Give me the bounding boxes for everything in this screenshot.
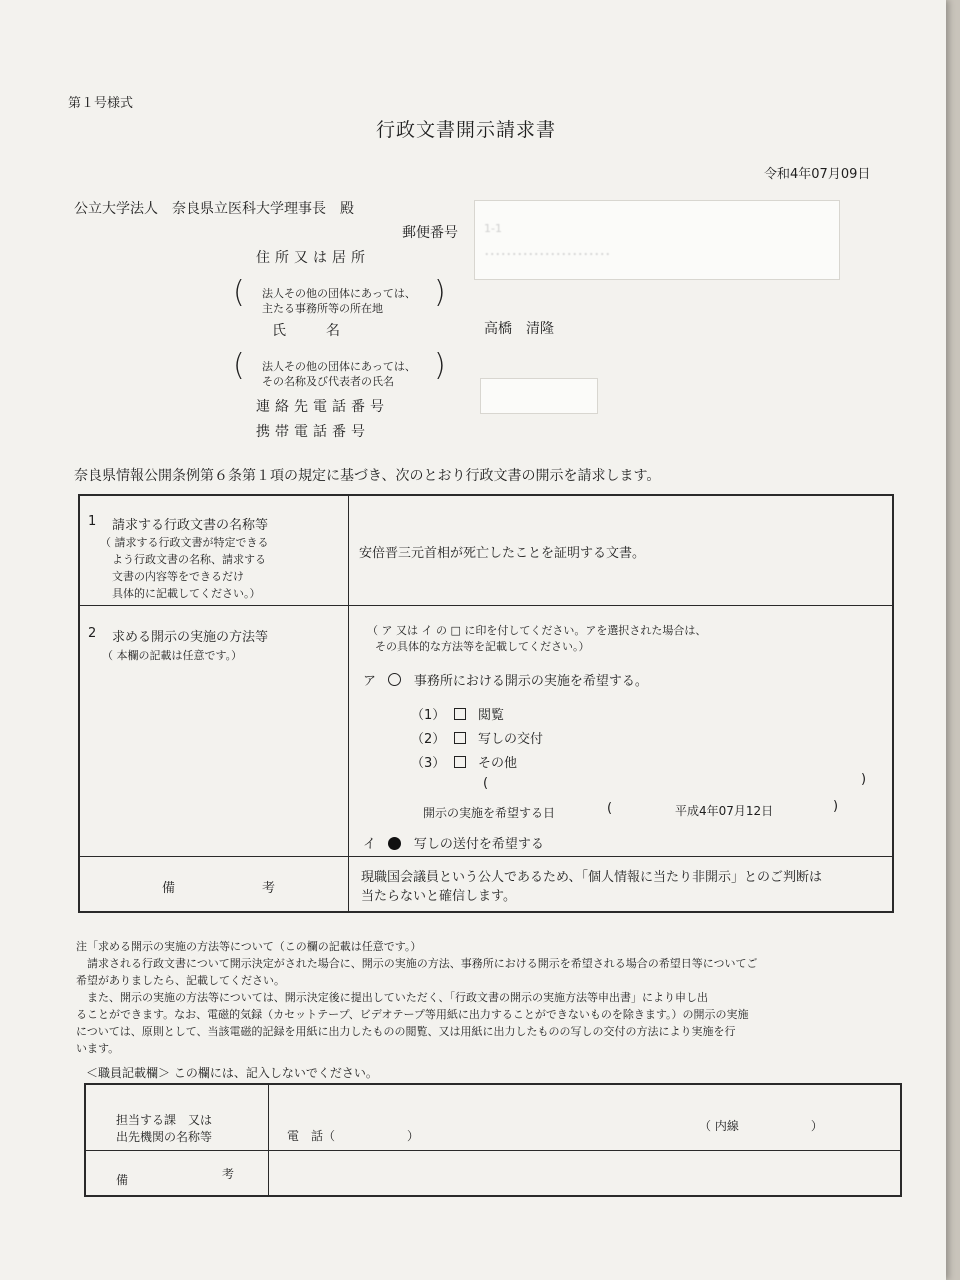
section2-number: 2: [88, 625, 97, 641]
page-title: 行政文書開示請求書: [376, 119, 557, 141]
desired-date-value: 平成4年07月12日: [675, 803, 774, 818]
section1-row: [79, 495, 893, 605]
option-a-text: 事務所における開示の実施を希望する。: [413, 673, 648, 689]
remarks-label-2: 考: [262, 880, 276, 896]
document-page: 第１号様式 行政文書開示請求書 令和4年07月09日 公立大学法人 奈良県立医科大学理事長 殿 郵便番号 住所又は居所 1-1 ･･･････････････････････ ( 法人その他の団体にあっては、 主たる事務所等の所在地 ) 氏 名 高橋 清隆 ( 法人その他の団体にあっては、 その名称及び代表者の氏名 ) 連絡先電話番号 携帯電話番号 奈良県情報公開条例第６条第１項の規定に基づき、次のとおり行政文書の開示を請求します。 1 請求する行政文書の名称等 （ 請求する行政文書が特定できる よう行政文書の名称、請求する 文書の内容等をできるだけ 具体的に記載してください。） 安倍晋三元首相が死亡したことを証明する文書。 2 求める開示の実施の方法等 （ 本欄の記載は任意です。） （ ア 又は イ の □ に印を付してください。アを選択された場合は、 その具体的な方法等を記載してください。） ア 事務所における開示の実施を希望する。 （1） 閲覧 （2） 写しの交付 （3） その他 ( ) 開示の実施を希望する日 ( 平成4年07月12日 ) イ 写しの送付を希望する 備 考 現職国会議員という公人であるため、「個人情報に当たり非開示」とのご判断は 当たらないと確信します。 注「求める開示の実施の方法等について（この欄の記載は任意です。） 請求される行政文書について開示決定がされた場合に、開示の実施の方法、事務所における開示を希望される場合の希望日等についてご 希望がありましたら、記載してください。 また、開示の実施の方法等については、開示決定後に提出していただく、「行政文書の開示の実施方法等申出書」により申し出 ることができます。なお、電磁的気録（カセットテープ、ビデオテープ等用紙に出力することができないものを除きます。）の開示の実施 については、原則として、当該電磁的記録を用紙に出力したものの閲覧、又は用紙に出力したものの写しの交付の方法により実施を行 います。 ＜職員記載欄＞ この欄には、記入しないでください。 担当する課 又は 出先機関の名称等 電 話（ ） （ 内線 ） 備 考: [0, 0, 946, 1280]
postal-label: 郵便番号: [402, 225, 458, 241]
address-note-1: 法人その他の団体にあっては、: [262, 287, 416, 300]
remarks-row: [79, 856, 893, 912]
sub-option-1-label: 閲覧: [477, 707, 504, 723]
address-label: 住所又は居所: [256, 250, 370, 266]
requester-name: 高橋 清隆: [484, 321, 554, 337]
intro-text: 奈良県情報公開条例第６条第１項の規定に基づき、次のとおり行政文書の開示を請求します。: [74, 468, 661, 484]
section1-note-2: よう行政文書の名称、請求する: [112, 553, 266, 566]
request-date: 令和4年07月09日: [764, 167, 871, 182]
remarks-label-1: 備: [162, 880, 176, 896]
sub-option-3: [411, 752, 517, 771]
section1-value: 安倍晋三元首相が死亡したことを証明する文書。: [359, 546, 646, 561]
staff-remarks-label-cell: [85, 1150, 269, 1196]
option-b-row: [363, 833, 544, 852]
staff-dept-value-cell: [269, 1084, 902, 1150]
name-note-1: 法人その他の団体にあっては、: [262, 360, 416, 373]
mobile-label: 携帯電話番号: [256, 424, 370, 440]
option-b-radio-selected[interactable]: [388, 837, 401, 850]
footnote-line-5: ることができます。なお、電磁的気録（カセットテープ、ビデオテープ等用紙に出力することができないものを除きます。）の開示の実施: [76, 1008, 749, 1021]
footnote-line-2: 請求される行政文書について開示決定がされた場合に、開示の実施の方法、事務所における開示を希望される場合の希望日等についてご: [76, 957, 758, 970]
remarks-line-2: 当たらないと確信します。: [361, 888, 516, 904]
option-b-marker: イ: [363, 836, 377, 852]
desired-date-label: 開示の実施を希望する日: [423, 805, 556, 820]
redacted-phone: [480, 378, 598, 414]
option-a-radio[interactable]: [388, 673, 401, 686]
sub-option-3-num: （3）: [411, 755, 446, 771]
section1-note-1: （ 請求する行政文書が特定できる: [100, 536, 269, 549]
footnote-line-6: については、原則として、当該電磁的記録を用紙に出力したものの閲覧、又は用紙に出力したものの写しの交付の方法により実施を行: [76, 1025, 736, 1038]
sub-option-1: [411, 704, 504, 723]
footnote-line-1: 注「求める開示の実施の方法等について（この欄の記載は任意です。）: [76, 940, 422, 953]
staff-ext-label: （ 内線 ）: [699, 1119, 823, 1133]
staff-dept-label-cell: [85, 1084, 269, 1150]
staff-header: ＜職員記載欄＞ この欄には、記入しないでください。: [86, 1066, 378, 1080]
address-note-2: 主たる事務所等の所在地: [262, 302, 383, 315]
form-number: 第１号様式: [68, 96, 134, 111]
phone-label: 連絡先電話番号: [256, 399, 389, 415]
section2-value-cell: [349, 605, 894, 856]
section2-instruction-2: その具体的な方法等を記載してください。）: [375, 639, 590, 653]
staff-dept-label-1: 担当する課 又は: [116, 1113, 213, 1127]
footnote-line-7: います。: [76, 1042, 120, 1055]
addressee: 公立大学法人 奈良県立医科大学理事長 殿: [74, 201, 354, 217]
section1-note-3: 文書の内容等をできるだけ: [112, 570, 244, 583]
redacted-address: [474, 200, 840, 280]
section1-value-cell: [349, 495, 894, 605]
sub-option-2-label: 写しの交付: [477, 731, 543, 747]
other-paren-close: ): [861, 771, 867, 787]
name-note-2: その名称及び代表者の氏名: [262, 375, 394, 388]
footnote-line-4: また、開示の実施の方法等については、開示決定後に提出していただく、「行政文書の開示の実施方法等申出書」により申し出: [76, 991, 709, 1004]
sub-option-1-checkbox[interactable]: [454, 708, 466, 720]
section2-heading: 求める開示の実施の方法等: [112, 629, 269, 645]
sub-option-2: [411, 728, 543, 747]
section1-heading: 請求する行政文書の名称等: [112, 518, 269, 533]
sub-option-2-num: （2）: [411, 731, 446, 747]
paren-open-1: (: [233, 275, 245, 310]
option-b-text: 写しの送付を希望する: [413, 836, 544, 852]
section2-instruction-1: （ ア 又は イ の □ に印を付してください。アを選択された場合は、: [367, 623, 707, 637]
remarks-line-1: 現職国会議員という公人であるため、「個人情報に当たり非開示」とのご判断は: [361, 869, 822, 885]
date-paren-close: ): [833, 798, 839, 814]
sub-option-3-checkbox[interactable]: [454, 756, 466, 768]
name-label: 氏 名: [272, 323, 344, 339]
sub-option-2-checkbox[interactable]: [454, 732, 466, 744]
staff-dept-row: [85, 1084, 901, 1150]
staff-remarks-2: 考: [222, 1166, 235, 1181]
section2-note: （ 本欄の記載は任意です。）: [102, 648, 243, 662]
paren-close-2: ): [434, 348, 446, 383]
sub-option-1-num: （1）: [411, 707, 446, 723]
remarks-value-cell: [349, 856, 894, 912]
section1-number: 1: [88, 514, 97, 529]
option-a-marker: ア: [363, 673, 377, 689]
date-paren-open: (: [607, 800, 613, 816]
staff-phone-label: 電 話（ ）: [287, 1129, 420, 1143]
staff-dept-label-2: 出先機関の名称等: [116, 1130, 213, 1144]
section2-row: [79, 605, 893, 856]
request-table: [78, 494, 894, 913]
paren-close-1: ): [434, 275, 446, 310]
option-a-row: [363, 670, 648, 689]
section2-label-cell: [79, 605, 349, 856]
staff-remarks-row: [85, 1150, 901, 1196]
paren-open-2: (: [233, 348, 245, 383]
remarks-label-cell: [79, 856, 349, 912]
staff-table: [84, 1083, 902, 1197]
staff-remarks-value-cell: [269, 1150, 902, 1196]
footnote-line-3: 希望がありましたら、記載してください。: [76, 974, 285, 987]
section1-note-4: 具体的に記載してください。）: [112, 587, 261, 600]
section1-label-cell: [79, 495, 349, 605]
other-paren-open: (: [483, 775, 489, 791]
staff-remarks-1: 備: [116, 1172, 129, 1187]
sub-option-3-label: その他: [477, 755, 517, 771]
